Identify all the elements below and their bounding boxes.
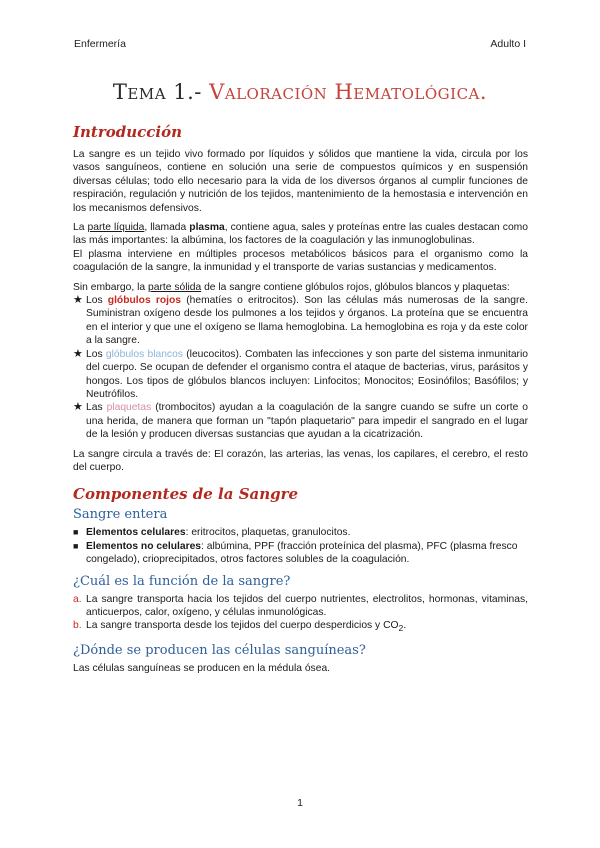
paragraph-plasma-functions: El plasma interviene en múltiples procesos metabólicos básicos para el organismo como la coagulación de la sangre, la inmunidad y el transporte de varias sustancias y medicamentos. (73, 248, 528, 274)
list-item: b. La sangre transporta desde los tejidos del cuerpo desperdicios y $CO_2$. (73, 620, 407, 634)
term-white-cells: glóbulos blancos (105, 348, 183, 360)
list-item: ■ Elementos no celulares: albúmina, PPF (fracción proteínica del plasma), PFC (plasma fresco congelado), crioprecipitados, otros factores solubles de la coagulación. (73, 540, 518, 566)
paragraph-circulation: La sangre circula a través de: El corazón, las arterias, las venas, los capilares, el cerebro, el resto del cuerpo. (73, 448, 528, 473)
subheading-blood-function: ¿Cuál es la función de la sangre? (73, 573, 291, 589)
subheading-whole-blood: Sangre entera (73, 507, 168, 523)
section-heading-components: Componentes de la Sangre (73, 485, 299, 504)
blood-cells-list (73, 294, 528, 441)
list-item: a. La sangre transporta hacia los tejidos del cuerpo nutrientes, electrolitos, hormonas, vitaminas, anticuerpos, calor, oxígeno, y células inmunológicas. (73, 593, 528, 618)
paragraph-solid-part: Sin embargo, la parte sólida de la sangre contiene glóbulos rojos, glóbulos blancos y plaquetas: (73, 281, 510, 293)
paragraph-cell-production: Las células sanguíneas se producen en la médula ósea. (73, 662, 331, 674)
list-item: ■ Elementos celulares: eritrocitos, plaquetas, granulocitos. (73, 527, 351, 539)
star-bullet-icon: ★ (73, 294, 83, 307)
content (73, 122, 528, 681)
page-title (0, 80, 600, 104)
list-marker: b. (73, 620, 82, 632)
term-platelets: plaquetas (106, 402, 152, 414)
title-rest: Valoración Hematológica. (209, 80, 488, 104)
star-bullet-icon: ★ (73, 401, 83, 414)
blood-function-list (73, 593, 528, 636)
header-course: Enfermería (74, 38, 126, 50)
list-marker: a. (73, 593, 82, 605)
square-bullet-icon: ■ (73, 527, 79, 538)
list-item-red-cells: ★ Los glóbulos rojos (hematíes o eritrocitos). Son las células más numerosas de la sangre. Suministran oxígeno desde los pulmones a los tejidos y órganos. La proteína que se encuentra en el interior y que une el oxígeno se llama hemoglobina. La hemoglobina es roja y da este color a la sangre. (73, 294, 529, 347)
subheading-cell-production: ¿Dónde se producen las células sanguíneas? (73, 642, 366, 658)
bold-plasma: plasma (189, 222, 225, 234)
list-item-platelets: ★ Las plaquetas (trombocitos) ayudan a la coagulación de la sangre cuando se sufre un corte o una herida, de manera que forman un "tapón plaquetario" para impedir el sangrado en el lugar de la lesión y producen diversas sustancias que ayudan a la cicatrización. (73, 401, 528, 441)
square-bullet-icon: ■ (73, 540, 79, 551)
term-red-cells: glóbulos rojos (107, 295, 182, 307)
list-item-white-cells: ★ Los glóbulos blancos (leucocitos). Combaten las infecciones y son parte del sistema inmunitario del cuerpo. Se ocupan de defender el organismo contra el ataque de bacterias, virus, parásitos y hongos. Los tipos de glóbulos blancos incluyen: Linfocitos; Monocitos; Eosinófilos; Basófilos; y Neutrófilos. (73, 347, 528, 400)
star-bullet-icon: ★ (73, 347, 83, 360)
section-heading-intro: Introducción (73, 123, 183, 141)
page-number: 1 (297, 797, 303, 809)
title-lead: Tema 1.- (112, 80, 202, 104)
paragraph-plasma: La parte líquida, llamada plasma, contiene agua, sales y proteínas entre las cuales destacan como las más importantes: la albúmina, los factores de la coagulación y las inmunoglobulinas. (73, 222, 528, 247)
underlined-solid-part: parte sólida (147, 281, 202, 293)
underlined-liquid-part: parte líquida (87, 222, 145, 234)
header-level: Adulto I (490, 38, 526, 50)
paragraph-intro: La sangre es un tejido vivo formado por líquidos y sólidos que mantiene la vida, circula por los vasos sanguíneos, contiene en solución una serie de compuestos químicos y en suspensión diversas células; todo ello necesario para la vida de los diversos órganos al cumplir funciones de respiración, regulación y nutrición de los tejidos, mantenimiento de la hemostasia e intervención en los mecanismos defensivos. (73, 149, 528, 214)
whole-blood-list (73, 526, 528, 566)
